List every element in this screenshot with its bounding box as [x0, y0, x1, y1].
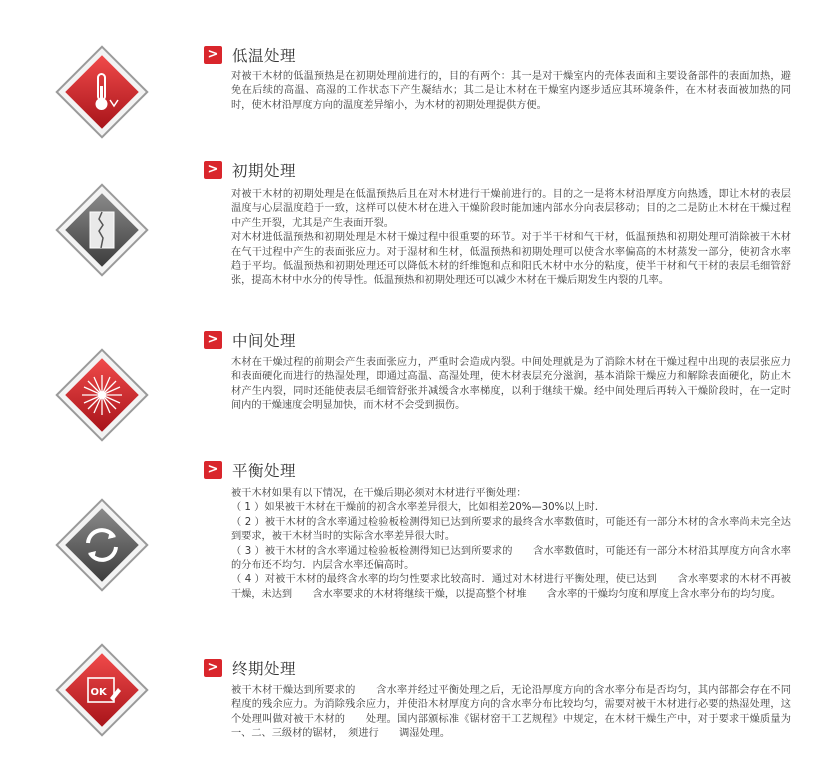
section-title: 低温处理 — [232, 47, 297, 65]
paragraph: 被干木材如果有以下情况，在干燥后期必须对木材进行平衡处理： — [231, 488, 527, 499]
section-title: 平衡处理 — [232, 462, 297, 480]
section-heading — [204, 330, 296, 350]
section-title: 终期处理 — [232, 660, 297, 678]
paragraph: （ 3 ）被干木材的含水率通过检验板检测得知已达到所要求的 含水率数值时，可能还有一部分木材沿其厚度方向含水率的分布还不均匀．内层含水率还偏高时。 — [231, 545, 791, 572]
ok-edit-icon — [52, 640, 152, 740]
refresh-cycle-icon — [52, 495, 152, 595]
paragraph: 木材在干燥过程的前期会产生表面张应力，严重时会造成内裂。中间处理就是为了消除木材在干燥过程中出现的表层张应力和表面硬化而进行的热湿处理，即通过高温、高湿处理，使木材表层充分滋润，基本消除干燥应力和解除表面硬化，防止木材产生内裂，同时还能使表层毛细管舒张并减缓含水率梯度，以利于继续干燥。经中间处理后再转入干燥阶段时，在一定时间内的干燥速度会明显加快，而木材不会受到损伤。 — [231, 357, 791, 412]
section-body — [231, 70, 791, 113]
paragraph: （ 1 ）如果被干木材在干燥前的初含水率差异很大，比如相差20%—30%以上时． — [231, 502, 606, 514]
section-body — [231, 356, 791, 414]
section-heading — [204, 460, 296, 480]
section-body — [231, 487, 791, 602]
paragraph: 对被干木材的初期处理是在低温预热后且在对木材进行干燥前进行的。目的之一是将木材沿厚度方向热透，即让木材的表层温度与心层温度趋于一致，这样可以使木材在进入干燥阶段时能加速内部水分向表层移动；目的之二是防止木材在干燥过程中产生开裂，尤其是产生表面开裂。 — [231, 189, 791, 229]
cracked-board-icon — [52, 180, 152, 280]
chevron-right-icon: > — [204, 161, 222, 179]
ok-label: OK — [90, 687, 107, 698]
section-title: 初期处理 — [232, 162, 297, 180]
chevron-right-icon: > — [204, 461, 222, 479]
paragraph: 对木材进低温预热和初期处理是木材干燥过程中很重要的环节。对于半干材和气干材，低温预热和初期处理可消除被干木材在气干过程中产生的表面张应力。对于湿材和生材，低温预热和初期处理可以使含水率偏高的木材蒸发一部分，使初含水率趋于平均。低温预热和初期处理还可以降低木材的纤维饱和点和阳氏木材中水分的粘度，使半干材和气干材的表层毛细管舒张，提高木材中水分的传导性。低温预热和初期处理还可以减少木材在干燥后期发生内裂的几率。 — [231, 232, 791, 287]
chevron-right-icon: > — [204, 659, 222, 677]
section-heading — [204, 160, 296, 180]
paragraph: （ 4 ）对被干木材的最终含水率的均匀性要求比较高时．通过对木材进行平衡处理，使已达到 含水率要求的木材不再被干燥，未达到 含水率要求的木材将继续干燥，以提高整个材堆 含水率的干燥均匀度和厚度上含水率分布的均匀度。 — [231, 574, 791, 600]
section-heading — [204, 658, 296, 678]
paragraph: （ 2 ）被干木材的含水率通过检验板检测得知已达到所要求的最终含水率数值时，可能还有一部分木材的含水率尚未完全达到要求，被干木材当时的实际含水率差异很大时。 — [231, 516, 791, 543]
section-heading — [204, 45, 296, 65]
section-title: 中间处理 — [232, 332, 297, 350]
burst-icon — [52, 345, 152, 445]
paragraph: 被干木材干燥达到所要求的 含水率并经过平衡处理之后，无论沿厚度方向的含水率分布是否均匀，其内部都会存在不同程度的残余应力。为消除残余应力，并使沿木材厚度方向的含水率分布比较均匀，需要对被干木材进行必要的热湿处理，这个处理叫做对被干木材的 处理。国内部颁标准《锯材窑干工艺规程》中规定，在木材干燥生产中，对于要求干燥质量为一、二、三级材的锯材， 须进行 调湿处理。 — [231, 685, 791, 740]
paragraph: 对被干木材的低温预热是在初期处理前进行的，目的有两个：其一是对干燥室内的壳体表面和主要设备部件的表面加热，避免在后续的高温、高湿的工作状态下产生凝结水；其二是让木材在干燥室内逐步适应其环境条件，在木材表面被加热的同时，使木材沿厚度方向的温度差异缩小，为木材的初期处理提供方便。 — [231, 71, 791, 111]
section-body — [231, 684, 791, 742]
chevron-right-icon: > — [204, 46, 222, 64]
section-body — [231, 188, 791, 289]
chevron-right-icon: > — [204, 331, 222, 349]
thermometer-icon — [52, 42, 152, 142]
